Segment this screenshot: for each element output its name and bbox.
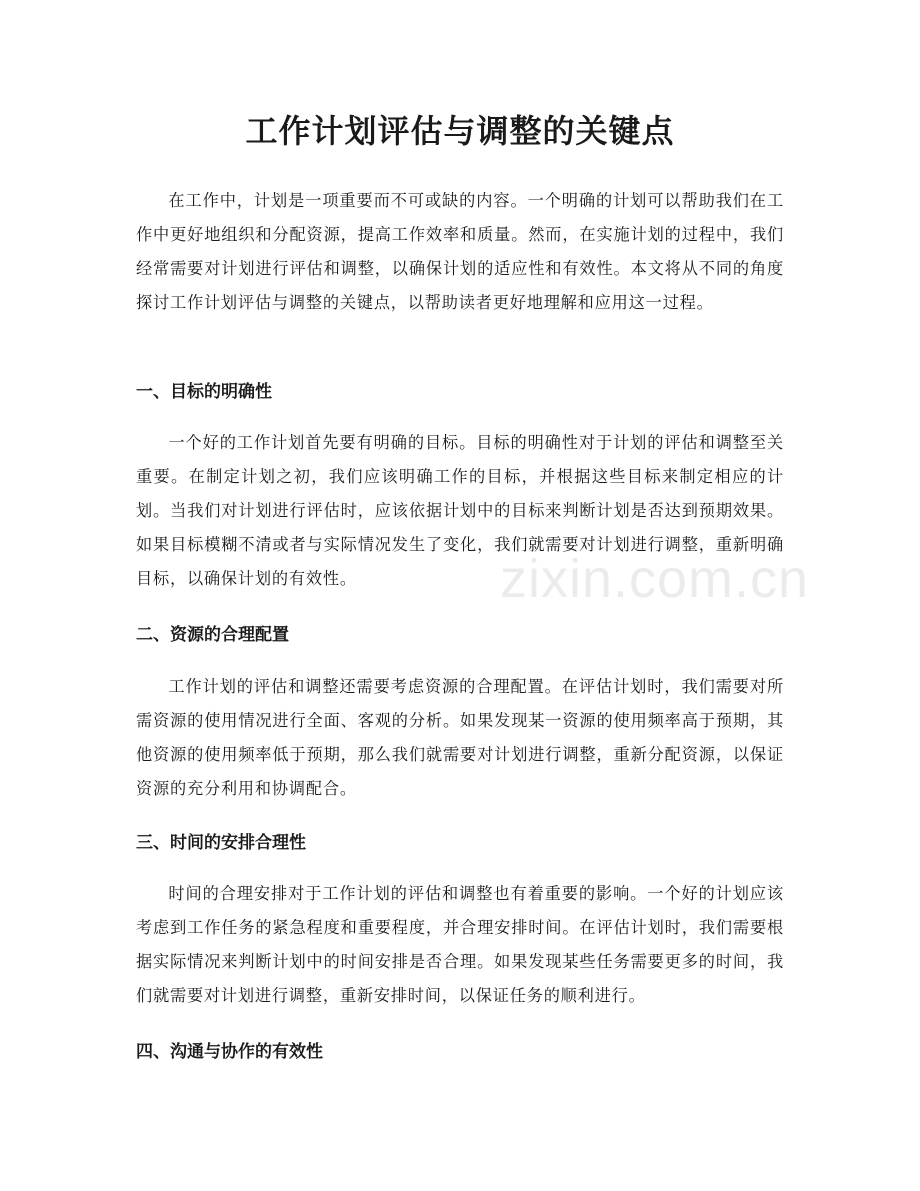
section-heading-1: 一、目标的明确性 — [136, 382, 272, 402]
document-title: 工作计划评估与调整的关键点 — [245, 112, 675, 150]
watermark: zixin.com.cn — [500, 549, 810, 609]
section-heading-4: 四、沟通与协作的有效性 — [136, 1042, 323, 1062]
intro-paragraph: 在工作中，计划是一项重要而不可或缺的内容。一个明确的计划可以帮助我们在工作中更好地组织和分配资源，提高工作效率和质量。然而，在实施计划的过程中，我们经常需要对计划进行评估和调整，以确保计划的适应性和有效性。本文将从不同的角度探讨工作计划评估与调整的关键点，以帮助读者更好地理解和应用这一过程。 — [136, 191, 784, 312]
section-body-2: 工作计划的评估和调整还需要考虑资源的合理配置。在评估计划时，我们需要对所需资源的使用情况进行全面、客观的分析。如果发现某一资源的使用频率高于预期，其他资源的使用频率低于预期，那么我们就需要对计划进行调整，重新分配资源，以保证资源的充分利用和协调配合。 — [136, 677, 784, 798]
section-heading-2: 二、资源的合理配置 — [136, 625, 289, 645]
section-body-3: 时间的合理安排对于工作计划的评估和调整也有着重要的影响。一个好的计划应该考虑到工作任务的紧急程度和重要程度，并合理安排时间。在评估计划时，我们需要根据实际情况来判断计划中的时间安排是否合理。如果发现某些任务需要更多的时间，我们就需要对计划进行调整，重新安排时间，以保证任务的顺利进行。 — [136, 884, 784, 1005]
section-heading-3: 三、时间的安排合理性 — [136, 833, 306, 853]
section-body-1: 一个好的工作计划首先要有明确的目标。目标的明确性对于计划的评估和调整至关重要。在制定计划之初，我们应该明确工作的目标，并根据这些目标来制定相应的计划。当我们对计划进行评估时，应该依据计划中的目标来判断计划是否达到预期效果。如果目标模糊不清或者与实际情况发生了变化，我们就需要对计划进行调整，重新明确目标，以确保计划的有效性。 — [136, 433, 784, 588]
